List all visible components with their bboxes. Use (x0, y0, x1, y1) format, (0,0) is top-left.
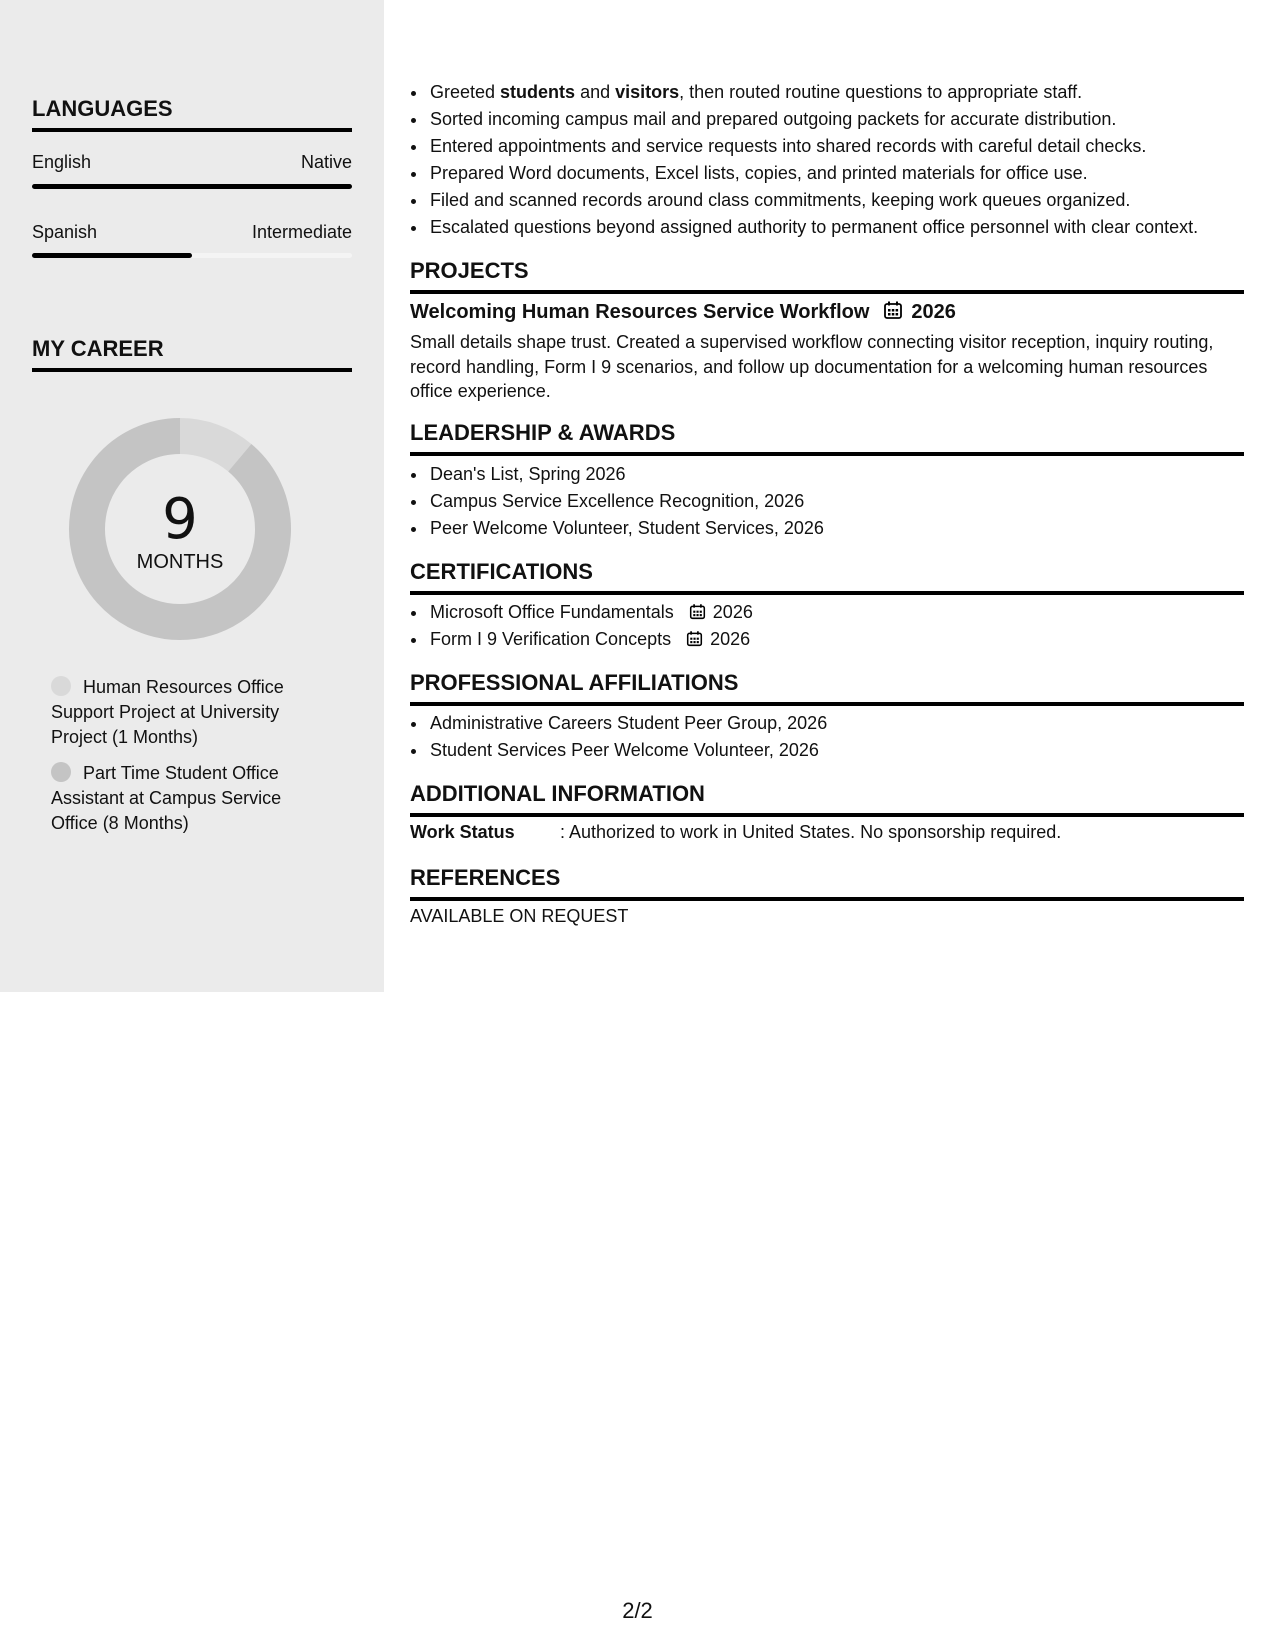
leadership-heading: LEADERSHIP & AWARDS (410, 420, 1244, 456)
work-status-key: Work Status (410, 822, 515, 842)
legend-dot (51, 676, 71, 696)
language-name: English (32, 152, 92, 172)
language-bar-fill (32, 253, 192, 258)
list-item: • Campus Service Excellence Recognition, 2026 (428, 488, 824, 515)
certification-year: 2026 (710, 629, 751, 649)
language-bar-spanish (32, 253, 352, 258)
career-legend-text: Human Resources Office Support Project at University Project (1 Months) (51, 677, 284, 747)
affiliations-list (428, 710, 827, 764)
calendar-icon (883, 300, 903, 324)
additional-info-heading: ADDITIONAL INFORMATION (410, 781, 1244, 817)
bullet-text: Greeted (430, 82, 501, 102)
certification-name: Form I 9 Verification Concepts (430, 629, 672, 649)
language-bar-fill (32, 184, 352, 189)
certifications-list (428, 599, 753, 653)
experience-bullet (428, 187, 1198, 214)
page-number: 2/2 (622, 1598, 653, 1623)
career-total-value: 9 (162, 487, 198, 552)
bullet-text: Prepared Word documents, Excel lists, copies, and printed materials for office use. (430, 163, 1088, 183)
bullet-text: and (575, 82, 616, 102)
career-total-unit: MONTHS (136, 551, 224, 573)
leadership-list (428, 461, 824, 542)
certification-year: 2026 (712, 602, 753, 622)
experience-bullets (428, 79, 1198, 241)
list-item: • Dean's List, Spring 2026 (428, 461, 824, 488)
languages-heading: LANGUAGES (32, 96, 352, 132)
certifications-heading: CERTIFICATIONS (410, 559, 1244, 595)
language-row-english (32, 152, 352, 173)
bold-text: visitors (615, 82, 680, 102)
bullet-text: Escalated questions beyond assigned authority to permanent office personnel with clear context. (430, 217, 1199, 237)
list-item (428, 626, 753, 653)
work-status-value: : Authorized to work in United States. No sponsorship required. (560, 822, 1062, 842)
experience-bullet (428, 133, 1198, 160)
project-title: Welcoming Human Resources Service Workflow (410, 300, 870, 323)
bullet-text: Entered appointments and service requests into shared records with careful detail checks. (430, 136, 1147, 156)
work-status-row (410, 822, 1061, 843)
list-item (428, 599, 753, 626)
legend-dot (51, 762, 71, 782)
language-level: Native (300, 152, 352, 172)
language-bar-english (32, 184, 352, 189)
career-legend-item (51, 761, 311, 836)
sidebar (0, 0, 384, 992)
calendar-icon (686, 629, 703, 649)
experience-bullet (428, 106, 1198, 133)
career-donut (66, 415, 294, 643)
career-legend-text: Part Time Student Office Assistant at Campus Service Office (8 Months) (51, 763, 282, 833)
project-year: 2026 (911, 300, 956, 323)
language-level: Intermediate (251, 222, 352, 242)
projects-heading: PROJECTS (410, 258, 1244, 294)
references-heading: REFERENCES (410, 865, 1244, 901)
bullet-text: Filed and scanned records around class commitments, keeping work queues organized. (430, 190, 1131, 210)
references-text: AVAILABLE ON REQUEST (410, 906, 629, 926)
career-heading: MY CAREER (32, 336, 352, 372)
project-description: Small details shape trust. Created a supervised workflow connecting visitor reception, inquiry routing, record handling, Form I 9 scenarios, and follow up documentation for a welcoming human resources office experience. (410, 332, 1214, 401)
experience-bullet (428, 214, 1198, 241)
calendar-icon (689, 602, 706, 622)
list-item: • Peer Welcome Volunteer, Student Services, 2026 (428, 515, 824, 542)
bullet-text: Sorted incoming campus mail and prepared outgoing packets for accurate distribution. (430, 109, 1117, 129)
career-legend-item (51, 675, 311, 750)
donut-segment (180, 436, 240, 458)
language-row-spanish (32, 222, 352, 243)
language-name: Spanish (32, 222, 98, 242)
experience-bullet (428, 79, 1198, 106)
project-title-row (410, 300, 956, 324)
affiliations-heading: PROFESSIONAL AFFILIATIONS (410, 670, 1244, 706)
experience-bullet (428, 160, 1198, 187)
list-item: • Student Services Peer Welcome Volunteer, 2026 (428, 737, 827, 764)
list-item: • Administrative Careers Student Peer Group, 2026 (428, 710, 827, 737)
certification-name: Microsoft Office Fundamentals (430, 602, 674, 622)
bold-text: students (500, 82, 576, 102)
bullet-text: , then routed routine questions to appropriate staff. (679, 82, 1083, 102)
